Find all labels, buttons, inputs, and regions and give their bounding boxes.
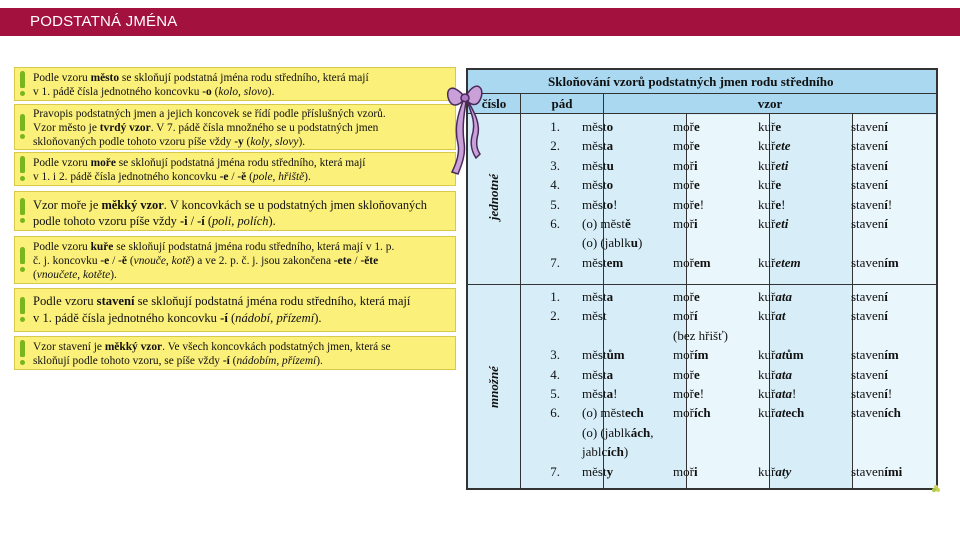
form-cell: měst (582, 308, 607, 324)
note-text: Vzor stavení je měkký vzor. Ve všech koncovkách podstatných jmen, která se skloňují podle tohoto vzoru, se píše vždy -í (nádobím, přízemí). (33, 341, 391, 367)
form-cell: stavení (851, 119, 888, 134)
form-cell: kuřatům (758, 347, 804, 363)
header-pad: pád (521, 94, 603, 114)
note-text: Podle vzoru kuře se skloňují podstatná jména rodu středního, která mají v 1. p. č. j. koncovku -e / -ě (vnouče, kotě) a ve 2. p. č. j. jsou zakončena -ete / -ěte (vnoučete, kotěte). (33, 241, 395, 281)
header-vzor: vzor (604, 94, 936, 114)
form-cell: stavení (851, 157, 888, 173)
form-cell: stavením (851, 347, 899, 363)
form-cell: (o) (jablku) (582, 235, 643, 251)
case-number: 4. (550, 177, 560, 193)
exclamation-icon (17, 71, 28, 97)
declension-table (466, 68, 938, 490)
note-kure (14, 236, 456, 284)
form-cell: městům (582, 347, 625, 363)
note-tvrdy-vzor (14, 104, 456, 150)
header-cislo: číslo (468, 94, 520, 114)
form-cell: stavení (851, 289, 888, 304)
form-cell: město! (582, 196, 618, 212)
form-cell: města (582, 138, 614, 154)
form-cell: kuřaty (758, 463, 792, 479)
form-cell: kuřeti (758, 157, 789, 173)
form-cell: kuřata! (758, 386, 797, 401)
case-number: 7. (550, 254, 560, 270)
form-cell: mořích (673, 405, 711, 421)
ribbon-bow-icon (442, 74, 488, 178)
form-cell: městu (582, 157, 614, 173)
form-cell: stavení (851, 138, 888, 154)
form-cell: moře (673, 119, 700, 134)
form-cell: (o) městech (582, 405, 644, 421)
form-cell: moře (673, 177, 700, 193)
group-label-jednotne: jednotné (486, 173, 501, 221)
table-title-bar (468, 70, 936, 94)
case-number: 2. (550, 138, 560, 154)
form-cell: stavení (851, 308, 888, 324)
form-cell: stavení (851, 216, 888, 231)
form-cell: města! (582, 386, 618, 401)
note-staveni (14, 288, 456, 332)
form-cell: jablcích) (582, 444, 629, 460)
form-cell: stavení! (851, 196, 893, 212)
form-cell: kuřetem (758, 254, 801, 270)
title-bar (0, 8, 960, 36)
form-cell: moře! (673, 386, 705, 401)
form-cell: staveními (851, 463, 903, 479)
form-cell: moři (673, 157, 698, 173)
case-number: 3. (550, 157, 560, 173)
group-label-mnozne: množné (486, 366, 501, 408)
form-cell: kuře (758, 119, 782, 134)
flower-icon (931, 484, 941, 494)
note-text: Pravopis podstatných jmen a jejich koncovek se řídí podle příslušných vzorů. Vzor město je tvrdý vzor. V 7. pádě čísla množného se u podstatných jmen skloňovaných podle tohoto vzoru píše vždy -y (koly, slovy). (33, 108, 386, 148)
note-mekky-vzor-more (14, 191, 456, 231)
form-cell: městy (582, 463, 614, 479)
case-number: 5. (550, 386, 560, 401)
case-number: 5. (550, 196, 560, 212)
form-cell: moře (673, 138, 700, 154)
form-cell: mořím (673, 347, 709, 363)
form-cell: městem (582, 254, 624, 270)
note-text: Podle vzoru město se skloňují podstatná jména rodu středního, která mají v 1. pádě čísla jednotného koncovku -o (kolo, slovo). (33, 72, 369, 98)
form-cell: město (582, 119, 614, 134)
case-number: 6. (550, 216, 560, 231)
form-cell: město (582, 177, 614, 193)
form-cell: kuřete (758, 138, 791, 154)
table-title: Skloňování vzorů podstatných jmen rodu středního (548, 74, 834, 89)
note-mekky-vzor-staveni (14, 336, 456, 370)
form-cell: moři (673, 463, 698, 479)
case-number: 7. (550, 463, 560, 479)
form-cell: kuřata (758, 366, 792, 382)
form-cell: kuře! (758, 196, 786, 212)
exclamation-icon (17, 247, 28, 273)
form-cell: kuřat (758, 308, 786, 324)
page-title: PODSTATNÁ JMÉNA (30, 13, 178, 30)
exclamation-icon (17, 156, 28, 182)
case-number: 3. (550, 347, 560, 363)
case-number: 4. (550, 366, 560, 382)
form-cell: kuře (758, 177, 782, 193)
form-cell: stavení (851, 366, 888, 382)
form-cell: kuřatech (758, 405, 805, 421)
form-cell: moře! (673, 196, 705, 212)
case-number: 6. (550, 405, 560, 421)
exclamation-icon (17, 340, 28, 366)
form-cell: stavení! (851, 386, 893, 401)
exclamation-icon (17, 114, 28, 140)
form-cell: kuřata (758, 289, 792, 304)
form-cell: stavením (851, 254, 899, 270)
form-cell: (bez hřišť) (673, 327, 729, 343)
form-cell: (o) městě (582, 216, 631, 231)
form-cell: města (582, 289, 614, 304)
note-text: Podle vzoru moře se skloňují podstatná jména rodu středního, která mají v 1. i 2. pádě čísla jednotného koncovku -e / -ě (pole, hřiště). (33, 157, 366, 183)
case-number: 1. (550, 119, 560, 134)
form-cell: moře (673, 289, 700, 304)
form-cell: stavení (851, 177, 888, 193)
note-text: Podle vzoru stavení se skloňují podstatná jména rodu středního, která mají v 1. pádě čísla jednotného koncovku -í (nádobí, přízemí). (33, 294, 411, 325)
note-more (14, 152, 456, 186)
form-cell: moře (673, 366, 700, 382)
note-mesto (14, 67, 456, 101)
form-cell: (o) (jablkách, (582, 424, 654, 440)
form-cell: moří (673, 308, 698, 324)
form-cell: města (582, 366, 614, 382)
case-number: 2. (550, 308, 560, 324)
form-cell: staveních (851, 405, 901, 421)
form-cell: mořem (673, 254, 711, 270)
form-cell: moři (673, 216, 698, 231)
form-cell: kuřeti (758, 216, 789, 231)
exclamation-icon (17, 198, 28, 224)
note-text: Vzor moře je měkký vzor. V koncovkách se u podstatných jmen skloňovaných podle tohoto vzoru píše vždy -i / -í (poli, polích). (33, 198, 427, 228)
case-number: 1. (550, 289, 560, 304)
exclamation-icon (17, 297, 28, 323)
